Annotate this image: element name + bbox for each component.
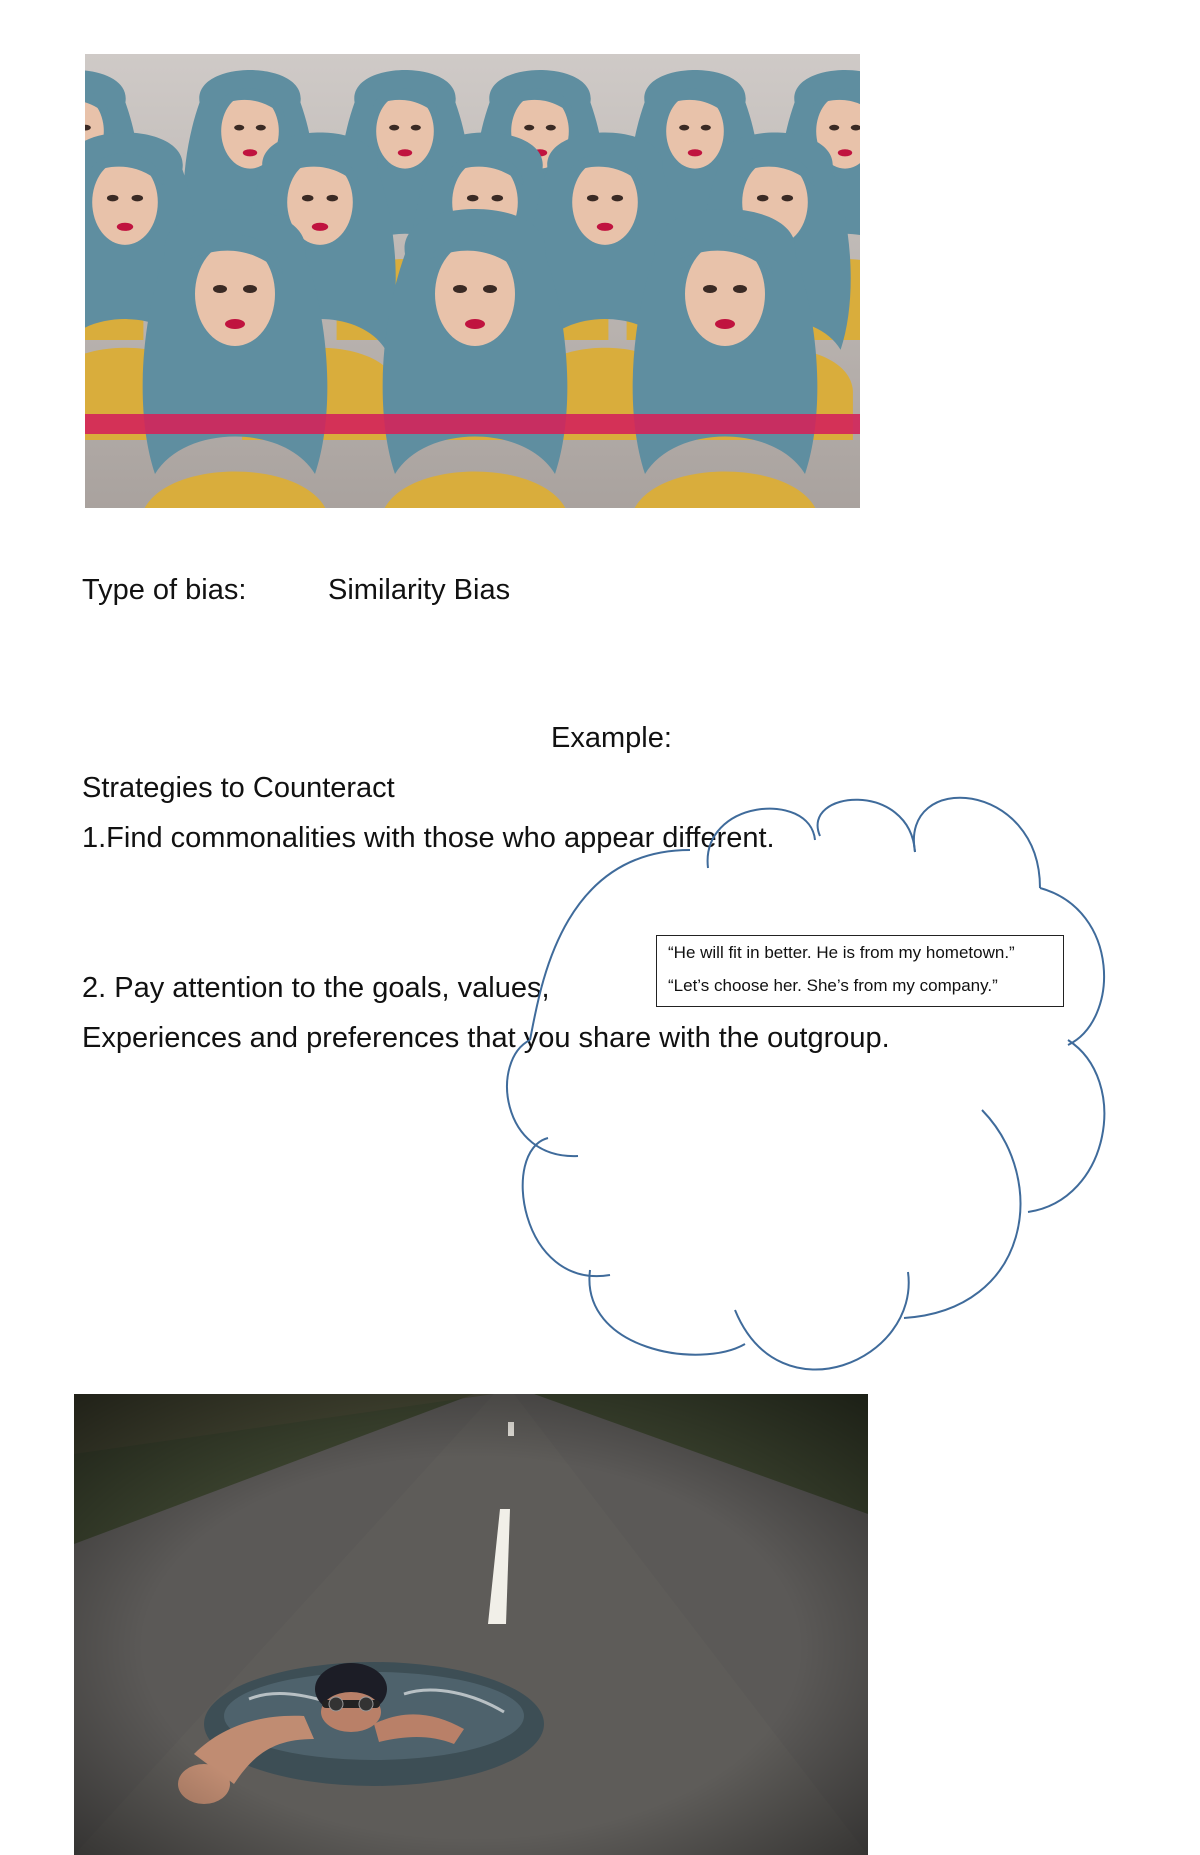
example-quote-2: “Let’s choose her. She’s from my company.” bbox=[668, 976, 998, 995]
bias-type-label: Type of bias: bbox=[82, 574, 247, 606]
strategy-item-1: 1.Find commonalities with those who appear different. bbox=[82, 822, 775, 854]
strategy-item-2-line-1: 2. Pay attention to the goals, values, bbox=[82, 972, 550, 1004]
photo-swimmer-on-road-illustration bbox=[74, 1394, 868, 1855]
example-quote-box bbox=[656, 935, 1064, 1007]
strategy-item-2-line-2: Experiences and preferences that you share with the outgroup. bbox=[82, 1022, 890, 1054]
example-label: Example: bbox=[551, 722, 672, 754]
example-quote-1: “He will fit in better. He is from my hometown.” bbox=[668, 943, 1015, 962]
photo-swimmer-on-road bbox=[74, 1394, 868, 1855]
bias-type-value: Similarity Bias bbox=[328, 574, 511, 606]
strategies-heading: Strategies to Counteract bbox=[82, 772, 395, 804]
